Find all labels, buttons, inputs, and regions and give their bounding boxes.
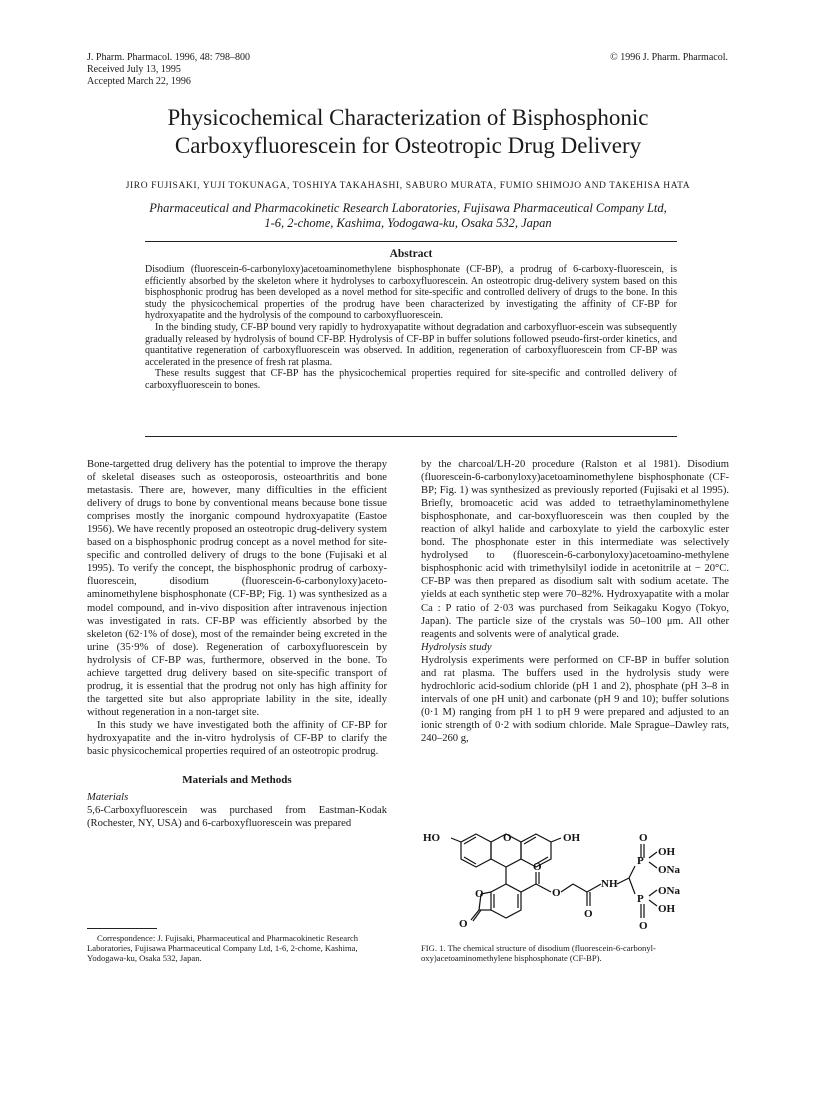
affiliation-line-1: Pharmaceutical and Pharmacokinetic Research Laboratories, Fujisawa Pharmaceutical Company Ltd,: [149, 201, 667, 215]
body-paragraph: Hydrolysis experiments were performed on CF-BP in buffer solution and rat plasma. The buffers used in the hydrolysis study were hydrochloric acid-sodium chloride (pH 1 and 2), phosphate (pH 3–8 in intervals of one pH unit) and carbonate (pH 9 and 10); buffer solutions (0·1 M) ranging from pH 1 to pH 9 were prepared and adjusted to an ionic strength of 0·2 with sodium chloride. Male Sprague–Dawley rats, 240–260 g,: [421, 654, 729, 744]
title-line-1: Physicochemical Characterization of Bisphosphonic: [167, 105, 649, 130]
structure-label-o: O: [533, 861, 542, 873]
abstract-body: [145, 264, 677, 392]
structure-label-oh: OH: [658, 903, 676, 915]
abstract-paragraph: Disodium (fluorescein-6-carbonyloxy)acetoaminomethylene bisphosphonate (CF-BP), a prodrug of 6-carboxy-fluorescein, is efficiently absorbed by the skeleton where it hydrolyses to carboxyfluorescein. An osteotropic drug-delivery system based on this bisphosphonic prodrug has been developed as a novel method for site-specific and controlled delivery of drugs to the bone. In this study the physicochemical properties of the prodrug have been characterized by investigating the affinity of CF-BP for hydroxyapatite and the hydrolysis of the compound to carboxyfluorescein.: [145, 264, 677, 322]
structure-label-o: O: [475, 888, 484, 900]
section-heading-methods: Materials and Methods: [182, 774, 292, 787]
abstract-paragraph: These results suggest that CF-BP has the physicochemical properties required for site-specific and controlled delivery of carboxyfluorescein to bones.: [145, 368, 677, 391]
structure-label-o: O: [552, 887, 561, 899]
author-list: JIRO FUJISAKI, YUJI TOKUNAGA, TOSHIYA TAKAHASHI, SABURO MURATA, FUMIO SHIMOJO AND TAKEHISA HATA: [125, 181, 691, 191]
figure-1-structure: [421, 828, 729, 938]
affiliation-line-2: 1-6, 2-chome, Kashima, Yodogawa-ku, Osaka 532, Japan: [264, 216, 552, 230]
affiliation: [90, 201, 726, 231]
abstract-top-rule: [145, 241, 677, 242]
figure-1-caption: FIG. 1. The chemical structure of disodium (fluorescein-6-carbonyl-oxy)acetoaminomethylene bisphosphonate (CF-BP).: [421, 943, 656, 964]
footnote-text: Correspondence: J. Fujisaki, Pharmaceutical and Pharmacokinetic Research Laboratories, Fujisawa Pharmaceutical Company Ltd, 1-6, 2-chome, Kashima, Yodogawa-ku, Osaka 532, Japan.: [87, 933, 359, 964]
copyright-notice: © 1996 J. Pharm. Pharmacol.: [610, 52, 728, 63]
structure-label-o: O: [584, 908, 593, 920]
structure-label-o: O: [459, 918, 468, 930]
journal-header: [87, 52, 250, 88]
structure-label-o: O: [503, 832, 512, 844]
body-paragraph: In this study we have investigated both the affinity of CF-BP for hydroxyapatite and the in-vitro hydrolysis of CF-BP to clarify the basic physicochemical properties required of an osteotropic prodrug.: [87, 719, 387, 758]
right-column: [421, 458, 729, 745]
correspondence-footnote: [87, 933, 387, 964]
left-column: [87, 458, 387, 830]
paper-title: [80, 104, 736, 160]
received-date: Received July 13, 1995: [87, 64, 181, 75]
structure-label-o: O: [639, 920, 648, 932]
journal-citation: J. Pharm. Pharmacol. 1996, 48: 798–800: [87, 52, 251, 63]
structure-label-ona: ONa: [658, 885, 680, 897]
structure-label-oh: OH: [658, 846, 676, 858]
structure-label-o: O: [639, 832, 648, 844]
title-line-2: Carboxyfluorescein for Osteotropic Drug Delivery: [174, 133, 642, 158]
body-paragraph: 5,6-Carboxyfluorescein was purchased from Eastman-Kodak (Rochester, NY, USA) and 6-carboxyfluorescein was prepared: [87, 805, 387, 830]
chemical-structure-drawing: [421, 828, 729, 938]
abstract-paragraph: In the binding study, CF-BP bound very rapidly to hydroxyapatite without degradation and carboxyfluor-escein was subsequently gradually released by hydrolysis of bound CF-BP. Hydrolysis of CF-BP in buffer solutions followed pseudo-first-order kinetics, and quantitative regeneration of carboxyfluorescein was observed. In addition, regeneration of carboxyfluorescein from CF-BP was accelerated in the presence of fresh rat plasma.: [145, 321, 677, 368]
structure-label-ona: ONa: [658, 864, 680, 876]
abstract-heading: Abstract: [389, 248, 433, 260]
footnote-rule: [87, 928, 157, 929]
structure-label-ho: HO: [423, 832, 441, 844]
body-paragraph: Bone-targetted drug delivery has the potential to improve the therapy of skeletal diseases such as osteoporosis, osteoarthritis and bone metastasis. There are, however, many difficulties in the efficient delivery of drugs to bone by conventional means because bone tissue comprises mostly the inorganic compound hydroxyapatite (Eastoe 1956). We have recently proposed an osteotropic drug-delivery system based on a bisphosphonic prodrug concept as a novel method for site-specific and controlled delivery of drugs to the bone (Fujisaki et al 1995). To verify the concept, the bisphosphonic prodrug of carboxy-fluorescein, disodium (fluorescein-6-carbonyloxy)aceto-aminomethylene bisphosphonate (CF-BP; Fig. 1) was synthesized as a model compound, and in-vivo disposition after intravenous injection was investigated in rats. CF-BP was efficiently absorbed by the skeleton (62·1% of dose), most of the remainder being excreted in the urine (35·9% of dose). Regeneration of carboxyfluorescein by hydrolysis of CF-BP was, furthermore, observed in the bone. To achieve targetted drug delivery based on site-specific transport of prodrug, it is essential that the prodrug not only has high affinity for the targetted site but also appropriate lability in the site, ideally without regeneration in a non-target site.: [87, 459, 387, 718]
structure-label-oh: OH: [563, 832, 581, 844]
structure-label-nh: NH: [601, 878, 618, 890]
abstract-bottom-rule: [145, 436, 677, 437]
body-paragraph: by the charcoal/LH-20 procedure (Ralston et al 1981). Disodium (fluorescein-6-carbonyloxy)acetoaminomethylene bisphosphonate (CF-BP; Fig. 1) was synthesized as previously reported (Fujisaki et al 1995). Briefly, bromoacetic acid was added to tetraethylaminomethylene bisphosphonate, and car-boxyfluorescein was then coupled by the reaction of alkyl halide and carboxylate to yield the carboxylic ester bond. The phosphonate ester in this intermediate was selectively hydrolysed to (fluorescein-6-carbonyloxy)acetoamino-methylene bisphosphonic acid with trimethylsilyl iodide in acetonitrile at − 20°C. CF-BP was then prepared as disodium salt with sodium acetate. The yields at each synthetic step were 70–82%. Hydroxyapatite with a molar Ca : P ratio of 2·03 was purchased from Seikagaku Kogyo (Tokyo, Japan). The particle size of the crystals was 50–100 μm. All other reagents and solvents were of analytical grade.: [421, 459, 729, 640]
subsection-heading-materials: Materials: [87, 792, 129, 804]
accepted-date: Accepted March 22, 1996: [87, 76, 191, 87]
structure-label-p: P: [637, 893, 644, 905]
subsection-heading-hydrolysis: Hydrolysis study: [421, 641, 492, 653]
structure-label-p: P: [637, 855, 644, 867]
